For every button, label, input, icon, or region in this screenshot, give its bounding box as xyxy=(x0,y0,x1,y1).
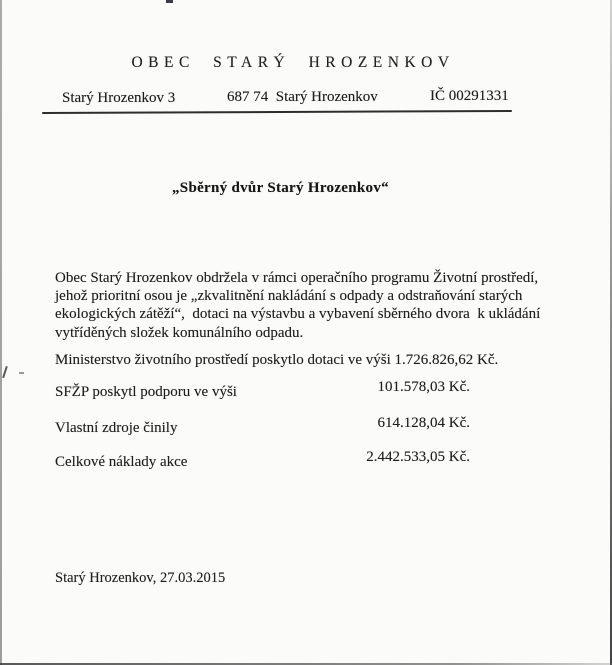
finance-row-label: Celkové náklady akce xyxy=(55,454,188,470)
paragraph-line: ekologických zátěží“, dotaci na výstavbu a vybavení sběrného dvora k ukládání xyxy=(55,306,541,323)
scan-artifact-top-dash xyxy=(166,0,173,3)
address-street: Starý Hrozenkov 3 xyxy=(62,90,176,106)
paragraph-line: vytříděných složek komunálního odpadu. xyxy=(55,324,304,341)
paragraph-line: jehož prioritní osou je „zkvalitnění nakládání s odpady a odstraňování starých xyxy=(55,288,523,305)
finance-row-label: SFŽP poskytl podporu ve výši xyxy=(55,384,237,400)
finance-row-label: Vlastní zdroje činily xyxy=(55,420,178,436)
header-divider xyxy=(42,110,512,114)
paragraph-line: Obec Starý Hrozenkov obdržela v rámci operačního programu Životní prostředí, xyxy=(55,270,539,286)
date-line: Starý Hrozenkov, 27.03.2015 xyxy=(55,570,226,586)
finance-row-amount: 101.578,03 Kč. xyxy=(377,379,470,395)
finance-row-amount: 614.128,04 Kč. xyxy=(377,415,470,431)
scan-artifact-slash xyxy=(2,366,7,378)
body-paragraph xyxy=(55,269,541,342)
document-title: „Sběrný dvůr Starý Hrozenkov“ xyxy=(172,180,389,196)
finance-intro: Ministerstvo životního prostředí poskytlo dotaci ve výši 1.726.826,62 Kč. xyxy=(55,352,499,368)
org-name: OBEC STARÝ HROZENKOV xyxy=(131,54,455,71)
finance-row-amount: 2.442.533,05 Kč. xyxy=(366,449,470,465)
address-postal-city: 687 74 Starý Hrozenkov xyxy=(227,89,378,105)
address-ic: IČ 00291331 xyxy=(430,88,509,104)
scan-artifact-dot xyxy=(19,372,24,374)
scan-edge-left xyxy=(0,0,2,665)
